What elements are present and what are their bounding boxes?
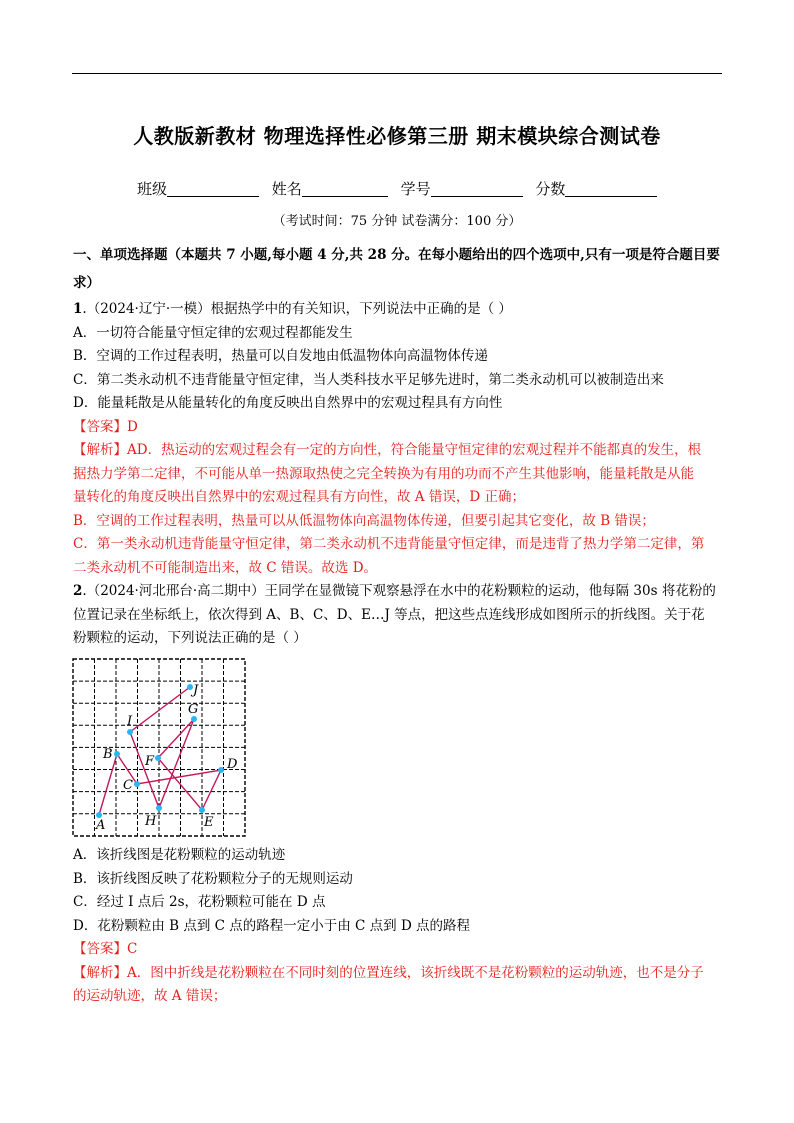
point-c [134, 781, 140, 787]
question-stem [73, 580, 723, 604]
question-2-options [73, 844, 723, 1009]
particle-path [99, 687, 221, 815]
point-e [199, 807, 205, 813]
point-label-g: G [188, 702, 199, 717]
analysis-line: 【解析】A．图中折线是花粉颗粒在不同时刻的位置连线，该折线既不是花粉颗粒的运动轨迹，也不是分子 [73, 964, 704, 981]
page-title: 人教版新教材 物理选择性必修第三册 期末模块综合测试卷 [133, 124, 661, 148]
analysis-line: 据热力学第二定律，不可能从单一热源取热使之完全转换为有用的功而不产生其他影响，能量耗散是从能 [73, 465, 694, 482]
analysis-line: 【解析】AD．热运动的宏观过程会有一定的方向性，符合能量守恒定律的宏观过程并不能都真的发生，根 [73, 442, 702, 458]
option-b: B．该折线图反映了花粉颗粒分子的无规则运动 [73, 870, 353, 887]
position-points [96, 684, 224, 818]
class-blank[interactable] [167, 180, 259, 197]
point-label-h: H [145, 814, 157, 829]
question-1 [73, 298, 723, 580]
question-stem-text: 位置记录在坐标纸上，依次得到 A、B、C、D、E…J 等点，把这些点连线形成如图所示的折线图。关于花 [73, 606, 705, 623]
question-stem-text: .（2024·河北邢台·高二期中）王同学在显微镜下观察悬浮在水中的花粉颗粒的运动，他每隔 30s 将花粉的 [82, 583, 716, 599]
name-field[interactable] [272, 180, 388, 198]
point-label-f: F [145, 754, 155, 769]
point-b [114, 751, 120, 757]
question-stem [73, 298, 723, 322]
question-stem-text: 粉颗粒的运动，下列说法正确的是（ ） [73, 630, 307, 646]
analysis-line: C．第一类永动机违背能量守恒定律，第二类永动机不违背能量守恒定律，而是违背了热力学第二定律，第 [73, 536, 705, 552]
name-label: 姓名 [271, 180, 302, 198]
point-label-a: A [96, 818, 106, 833]
question-2 [73, 580, 723, 651]
option-b: B．空调的工作过程表明，热量可以自发地由低温物体向高温物体传递 [73, 348, 488, 364]
option-d: D．花粉颗粒由 B 点到 C 点的路程一定小于由 C 点到 D 点的路程 [73, 917, 471, 934]
brownian-motion-figure [71, 657, 251, 842]
point-label-c: C [123, 778, 133, 793]
score-label: 分数 [535, 180, 566, 198]
question-number: 1 [73, 301, 83, 317]
exam-time-info: （考试时间：75 分钟 试卷满分：100 分） [272, 214, 522, 229]
option-c: C．第二类永动机不违背能量守恒定律，当人类科技水平足够先进时，第二类永动机可以被制造出来 [73, 371, 664, 388]
point-label-i: I [127, 714, 133, 729]
class-field[interactable] [137, 180, 259, 198]
score-field[interactable] [535, 180, 657, 198]
point-label-d: D [227, 757, 238, 772]
section-heading-line: 求） [73, 275, 100, 291]
question-stem-text: .（2024·辽宁·一模）根据热学中的有关知识，下列说法中正确的是（ ） [82, 301, 512, 317]
id-label: 学号 [400, 180, 431, 198]
option-d: D．能量耗散是从能量转化的角度反映出自然界中的宏观过程具有方向性 [73, 395, 503, 411]
answer-label: 【答案】D [73, 418, 138, 435]
class-label: 班级 [137, 180, 168, 198]
analysis-line: 二类永动机不可能制造出来，故 C 错误。故选 D。 [73, 559, 378, 576]
point-label-j: J [193, 683, 199, 698]
point-d [218, 767, 224, 773]
point-f [155, 755, 161, 761]
answer-label: 【答案】C [73, 941, 138, 957]
option-a: A．该折线图是花粉颗粒的运动轨迹 [73, 847, 286, 863]
id-field[interactable] [401, 180, 523, 198]
point-h [156, 805, 162, 811]
analysis-line: 的运动轨迹，故 A 错误； [73, 988, 227, 1004]
score-blank[interactable] [565, 180, 657, 197]
section-heading-line: 一、单项选择题（本题共 7 小题,每小题 4 分,共 28 分。在每小题给出的四个选项中,只有一项是符合题目要 [73, 247, 720, 263]
id-blank[interactable] [431, 180, 523, 197]
point-i [127, 729, 133, 735]
point-label-b: B [103, 747, 113, 762]
section-heading [73, 241, 723, 297]
option-c: C．经过 I 点后 2s，花粉颗粒可能在 D 点 [73, 894, 326, 910]
analysis-line: 量转化的角度反映出自然界中的宏观过程具有方向性，故 A 错误，D 正确； [73, 489, 525, 505]
point-label-e: E [204, 815, 214, 830]
question-number: 2 [73, 583, 83, 599]
header-rule [72, 73, 722, 74]
name-blank[interactable] [302, 180, 388, 197]
option-a: A．一切符合能量守恒定律的宏观过程都能发生 [73, 324, 353, 341]
student-info-row [137, 178, 665, 199]
analysis-line: B．空调的工作过程表明，热量可以从低温物体向高温物体传递，但要引起其它变化，故 B 错误； [73, 512, 655, 529]
